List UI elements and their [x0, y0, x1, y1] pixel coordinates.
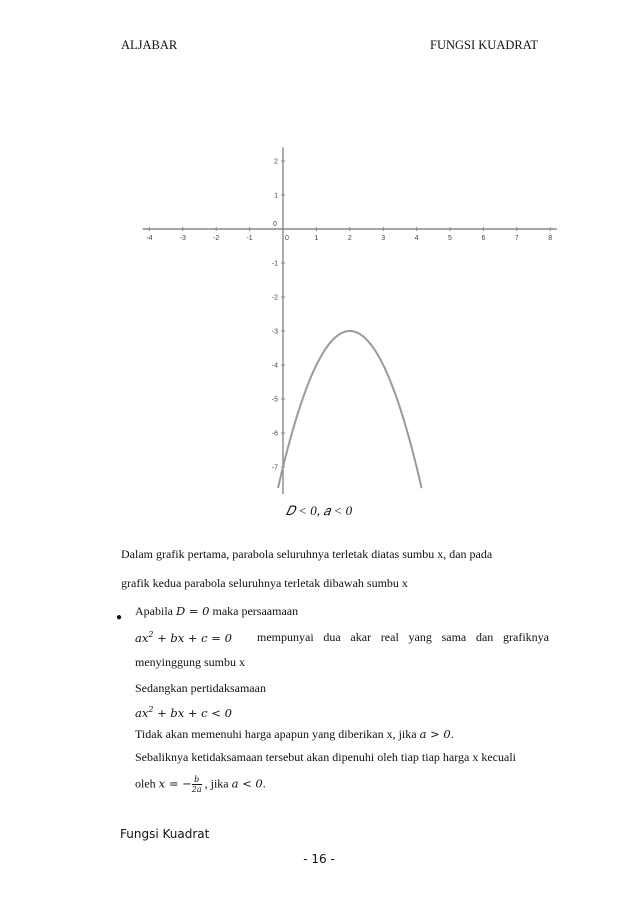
footer-title: Fungsi Kuadrat — [120, 827, 210, 841]
x-tick-label: -1 — [246, 235, 253, 242]
x-tick-label: 4 — [414, 235, 419, 242]
x-tick-label: 8 — [548, 235, 553, 242]
y-tick-label: -7 — [271, 464, 278, 472]
x-tick-label: -2 — [213, 235, 220, 242]
x-tick-label: 0 — [285, 235, 289, 242]
x-tick-label: -3 — [179, 235, 186, 242]
explanation-paragraph — [121, 540, 548, 598]
x-tick-label: -4 — [146, 235, 153, 242]
bullet-line-8: oleh 𝑥 = − $\frac{\text{𝑏}}{\text{2𝑎}}$ , jika 𝑎 < 0. — [135, 775, 266, 794]
x-tick-label: 2 — [347, 235, 352, 242]
y-tick-label: 1 — [274, 192, 278, 200]
y-tick-label: -4 — [271, 362, 278, 370]
y-tick-label: 2 — [274, 158, 278, 166]
bullet-line-4: Sedangkan pertidaksamaan — [135, 681, 266, 695]
bullet-line-2: 𝑎𝑥$^2$ + 𝑏𝑥 + 𝑐 = 0 mempunyai dua akar real yang sama dan grafiknya — [135, 630, 549, 645]
parabola-curve — [278, 331, 422, 488]
bullet-line-3: menyinggung sumbu x — [135, 655, 245, 669]
x-tick-label: 3 — [381, 235, 386, 242]
x-tick-label: 7 — [514, 235, 519, 242]
header-left: ALJABAR — [121, 38, 178, 52]
y-tick-label: -3 — [271, 328, 278, 336]
equation-1: 𝑎𝑥$^2$ + 𝑏𝑥 + 𝑐 = 0 — [135, 630, 232, 645]
y-tick-label: -5 — [271, 396, 278, 404]
x-tick-label: 1 — [314, 235, 319, 242]
equation-2: 𝑎𝑥$^2$ + 𝑏𝑥 + 𝑐 < 0 — [135, 705, 232, 720]
x-tick-label: 5 — [448, 235, 452, 242]
y-tick-label: -2 — [271, 294, 278, 302]
page-number: - 16 - — [303, 852, 335, 866]
fraction-b-over-2a: $\frac{\text{𝑏}}{\text{2𝑎}}$ — [191, 775, 202, 794]
y-tick-label: -1 — [271, 260, 278, 268]
bullet-line-1: Apabila 𝐷 = 0 maka persaamaan — [135, 604, 299, 618]
graph-caption: 𝐷 < 0, 𝑎 < 0 — [285, 503, 353, 518]
paragraph-line-1: Dalam grafik pertama, parabola seluruhnya terletak diatas sumbu x, dan pada — [121, 547, 493, 561]
bullet-line-6: Tidak akan memenuhi harga apapun yang diberikan x, jika 𝑎 > 0. — [135, 727, 454, 741]
bullet-line-7: Sebaliknya ketidaksamaan tersebut akan dipenuhi oleh tiap tiap harga x kecuali — [135, 750, 516, 764]
header-right: FUNGSI KUADRAT — [430, 38, 538, 52]
y-tick-label: -6 — [271, 430, 278, 438]
paragraph-line-2: grafik kedua parabola seluruhnya terletak dibawah sumbu x — [121, 576, 408, 590]
y-tick-label: 0 — [273, 221, 277, 228]
parabola-graph — [130, 145, 553, 495]
bullet-icon: ● — [116, 612, 123, 623]
x-tick-label: 6 — [481, 235, 486, 242]
